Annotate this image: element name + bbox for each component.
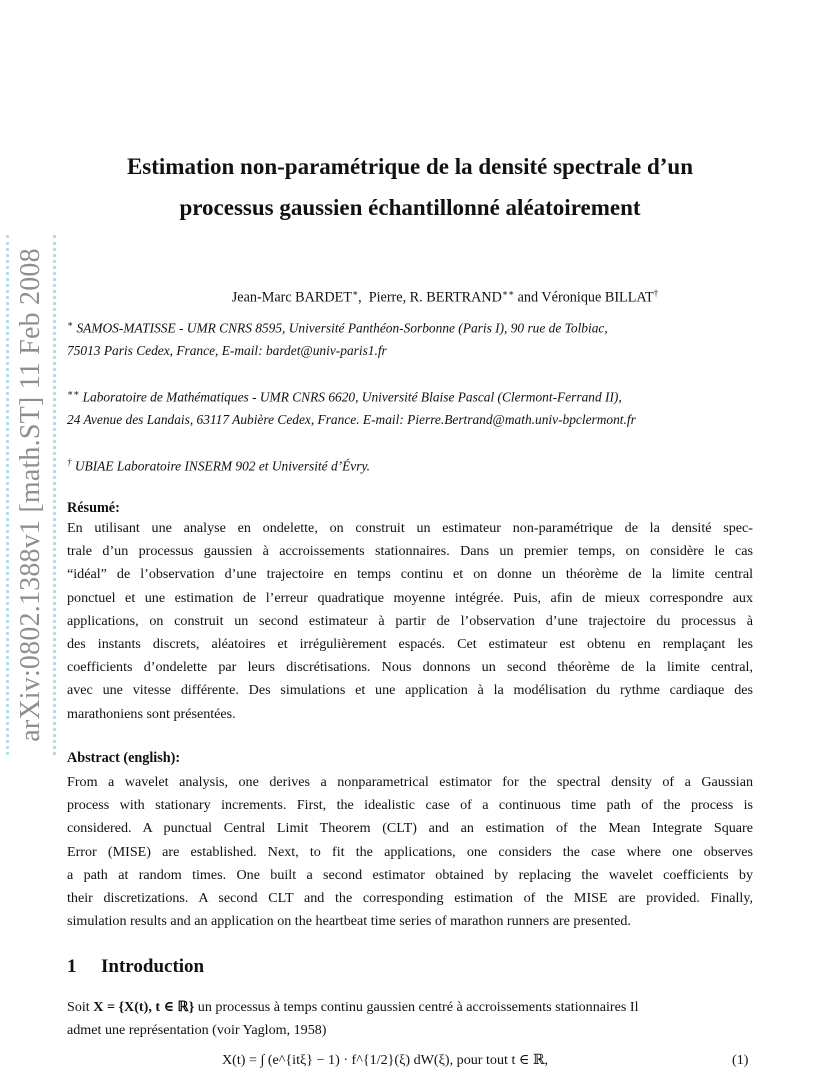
author-3: Véronique BILLAT (541, 289, 654, 306)
author-list: Jean-Marc BARDET∗, Pierre, R. BERTRAND∗∗ and Véronique BILLAT† (231, 288, 659, 306)
intro-line-1-pre: Soit (67, 999, 90, 1015)
abstract-line: a path at random times. One built a second estimator obtained by replacing the wavelet coefficients by (67, 866, 753, 883)
section-number: 1 (67, 956, 77, 977)
abstract-line: process with stationary increments. First, the idealistic case of a continuous time path of the process is (67, 797, 753, 814)
affiliation-3-mark: † (67, 457, 72, 467)
resume-line: coefficients d’ondelette par leurs discrétisations. Nous donnons un second théorème de la limite central, (67, 659, 753, 676)
abstract-heading: Abstract (english): (67, 750, 181, 766)
affiliation-3 (67, 451, 757, 477)
arxiv-stamp (6, 235, 56, 755)
author-1-mark: ∗ (351, 288, 359, 298)
resume-line: applications, on construit un second estimateur à partir de l’observation d’une trajectoire du processus à (67, 612, 753, 629)
section-heading-introduction (67, 956, 204, 978)
section-title: Introduction (101, 956, 205, 977)
abstract-line: their discretizations. A second CLT and the corresponding estimation of the MISE are provided. Finally, (67, 890, 753, 907)
abstract-line: simulation results and an application on the heartbeat time series of marathon runners are presented. (67, 913, 631, 930)
abstract-line: From a wavelet analysis, one derives a nonparametrical estimator for the spectral density of a Gaussian (67, 774, 753, 790)
affiliation-2-line-2: 24 Avenue des Landais, 63117 Aubière Cedex, France. E-mail: Pierre.Bertrand@math.univ-bpclermont.fr (67, 412, 636, 428)
author-1: Jean-Marc BARDET (231, 289, 352, 306)
resume-line: des instants discrets, aléatoires et irrégulièrement espacés. Cet estimateur est obtenu en remplaçant les (67, 636, 753, 653)
abstract-line: considered. A punctual Central Limit Theorem (CLT) and an estimation of the Mean Integrate Square (67, 820, 753, 837)
author-2: Pierre, R. BERTRAND (368, 289, 502, 306)
resume-line: “idéal” de l’observation d’une trajectoire en temps continu et on donne un théorème de la limite central (67, 566, 753, 583)
affiliation-3-line-1: UBIAE Laboratoire INSERM 902 et Université d’Évry. (74, 458, 371, 474)
resume-line: trale d’un processus gaussien à accroissements stationnaires. Dans un premier temps, on considère le cas (67, 543, 753, 560)
resume-line: ponctuel et une estimation de l’erreur quadratique moyenne intégrée. Puis, afin de mieux correspondre aux (67, 589, 753, 606)
affiliation-2 (67, 382, 757, 431)
author-3-mark: † (653, 288, 659, 298)
intro-line-2: admet une représentation (voir Yaglom, 1958) (67, 1022, 327, 1039)
title-line-2: processus gaussien échantillonné aléatoirement (179, 195, 641, 220)
author-separator: and (517, 289, 539, 306)
resume-line: avec une vitesse différente. Des simulations et une application à la modélisation du rythme cardiaque des (67, 682, 753, 699)
intro-line-1-post: un processus à temps continu gaussien centré à accroissements stationnaires Il (197, 999, 639, 1015)
arxiv-stamp-text: arXiv:0802.1388v1 [math.ST] 11 Feb 2008 (15, 248, 47, 742)
resume-line: marathoniens sont présentées. (67, 705, 236, 722)
affiliation-2-line-1: Laboratoire de Mathématiques - UMR CNRS 6620, Université Blaise Pascal (Clermont-Ferrand II), (82, 389, 622, 405)
equation-number: (1) (732, 1052, 749, 1068)
intro-line-1-math: X = {X(t), t ∈ ℝ} (93, 999, 195, 1015)
affiliation-1 (67, 313, 757, 362)
abstract-line: Error (MISE) are established. Next, to fit the applications, one considers the case where one observes (67, 843, 753, 860)
affiliation-1-mark: ∗ (67, 319, 74, 329)
abstract-body (67, 771, 753, 933)
affiliation-1-line-2: 75013 Paris Cedex, France, E-mail: bardet@univ-paris1.fr (67, 343, 387, 359)
resume-line: En utilisant une analyse en ondelette, on construit un estimateur non-paramétrique de la densité spec- (67, 520, 753, 536)
equation-1: X(t) = ∫ (e^{itξ} − 1) · f^{1/2}(ξ) dW(ξ), pour tout t ∈ ℝ, (222, 1052, 549, 1068)
author-2-mark: ∗∗ (501, 288, 515, 298)
resume-heading: Résumé: (67, 500, 120, 516)
affiliation-2-mark: ∗∗ (67, 388, 80, 398)
introduction-paragraph (67, 996, 753, 1042)
affiliation-1-line-1: SAMOS-MATISSE - UMR CNRS 8595, Université Panthéon-Sorbonne (Paris I), 90 rue de Tolbiac, (76, 320, 608, 336)
title-line-1: Estimation non-paramétrique de la densité spectrale d’un (126, 154, 694, 179)
resume-body (67, 517, 753, 726)
paper-title (60, 146, 760, 228)
